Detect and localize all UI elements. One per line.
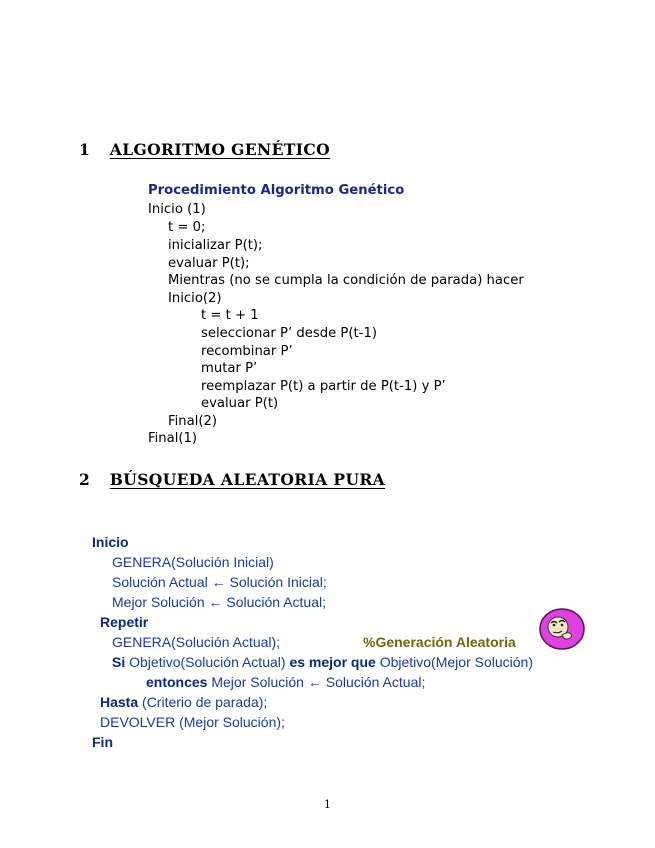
brs-line-inicio <box>92 533 129 551</box>
algo-line: evaluar P(t); <box>168 256 250 271</box>
brs-line-hasta <box>100 693 267 711</box>
section-1-heading <box>79 140 330 159</box>
algo-line: seleccionar P’ desde P(t-1) <box>201 326 377 341</box>
brs-line-repetir <box>100 613 148 631</box>
brs-line-entonces <box>146 673 425 691</box>
algo-line: evaluar P(t) <box>201 396 279 411</box>
thinking-face-icon <box>538 606 586 652</box>
brs-line-genera-inicial: GENERA(Solución Inicial) <box>112 554 274 570</box>
algo-line: Final(2) <box>168 414 218 429</box>
comment-generacion-aleatoria: %Generación Aleatoria <box>363 634 516 650</box>
algo-line: inicializar P(t); <box>168 238 263 253</box>
algo-line: Inicio(2) <box>168 291 222 306</box>
section-2-title: BÚSQUEDA ALEATORIA PURA <box>109 470 386 489</box>
algorithm-title: Procedimiento Algoritmo Genético <box>148 183 405 198</box>
brs-comment <box>363 633 516 651</box>
kw-hasta: Hasta <box>100 694 139 710</box>
kw-es-mejor-que: es mejor que <box>289 654 376 670</box>
kw-entonces: entonces <box>146 674 208 690</box>
entonces-text: Mejor Solución ← Solución Actual; <box>211 674 426 690</box>
si-right: Objetivo(Mejor Solución) <box>379 654 533 670</box>
hasta-text: (Criterio de parada); <box>142 694 268 710</box>
brs-line-mejor: Mejor Solución ← Solución Actual; <box>112 594 326 610</box>
algo-line: mutar P’ <box>201 361 258 376</box>
algo-line: Mientras (no se cumpla la condición de parada) hacer <box>168 273 524 288</box>
brs-line-devolver: DEVOLVER (Mejor Solución); <box>100 714 285 730</box>
section-2-number: 2 <box>79 470 91 489</box>
kw-fin: Fin <box>92 734 113 750</box>
brs-line-si <box>112 653 533 671</box>
algo-line: t = 0; <box>168 220 206 235</box>
brs-line-genera-actual: GENERA(Solución Actual); <box>112 634 281 650</box>
section-2-heading <box>79 470 385 489</box>
algo-line: Final(1) <box>148 431 198 446</box>
algo-line: Inicio (1) <box>148 202 206 217</box>
algo-line: t = t + 1 <box>201 308 259 323</box>
algo-line: recombinar P’ <box>201 344 293 359</box>
brs-line-fin <box>92 733 113 751</box>
algo-line: reemplazar P(t) a partir de P(t-1) y P’ <box>201 379 446 394</box>
si-left: Objetivo(Solución Actual) <box>129 654 286 670</box>
kw-si: Si <box>112 654 126 670</box>
page-number: 1 <box>324 798 331 811</box>
section-1-title: ALGORITMO GENÉTICO <box>109 140 331 159</box>
section-1-number: 1 <box>79 140 91 159</box>
brs-line-sol-actual: Solución Actual ← Solución Inicial; <box>112 574 327 590</box>
kw-repetir: Repetir <box>100 614 149 630</box>
kw-inicio: Inicio <box>92 534 129 550</box>
